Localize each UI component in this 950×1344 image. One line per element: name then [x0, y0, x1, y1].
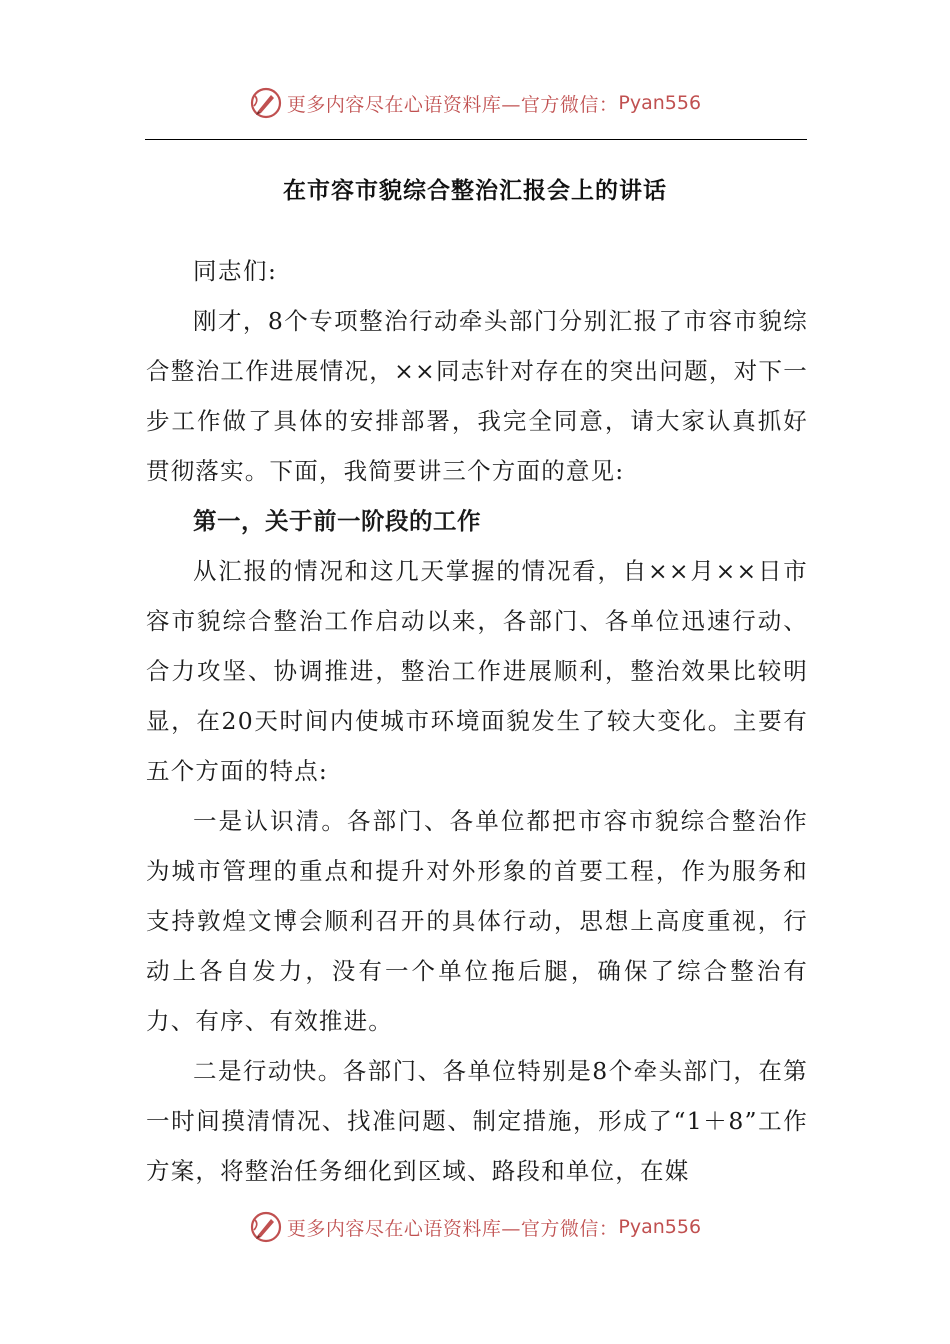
- banner-text: 更多内容尽在心语资料库—官方微信：: [286, 93, 619, 116]
- section-heading: 第一，关于前一阶段的工作: [193, 507, 481, 535]
- wechat-handle: Pyan556: [618, 1216, 702, 1238]
- paragraph: 一是认识清。各部门、各单位都把市容市貌综合整治作为城市管理的重点和提升对外形象的首要工程，作为服务和支持敦煌文博会顺利召开的具体行动，思想上高度重视，行动上各自发力，没有一个单位拖后腿，确保了综合整治有力、有序、有效推进。: [146, 807, 808, 1035]
- document-title: 在市容市貌综合整治汇报会上的讲话: [283, 178, 667, 204]
- wechat-handle: Pyan556: [618, 92, 702, 114]
- header-rule: [145, 139, 807, 140]
- paragraph: 从汇报的情况和这几天掌握的情况看，自××月××日市容市貌综合整治工作启动以来，各部门、各单位迅速行动、合力攻坚、协调推进，整治工作进展顺利，整治效果比较明显，在20天时间内使城市环境面貌发生了较大变化。主要有五个方面的特点:: [146, 557, 808, 785]
- banner-text: 更多内容尽在心语资料库—官方微信：: [286, 1217, 619, 1240]
- document-body: [146, 246, 808, 1196]
- header-banner: [0, 83, 950, 123]
- pen-logo-icon: [249, 1210, 283, 1244]
- paragraph: 二是行动快。各部门、各单位特别是8个牵头部门，在第一时间摸清情况、找准问题、制定措施，形成了“1＋8”工作方案，将整治任务细化到区域、路段和单位，在媒: [146, 1057, 808, 1185]
- greeting: 同志们:: [193, 257, 278, 285]
- footer-banner: [0, 1207, 950, 1247]
- pen-logo-icon: [249, 86, 283, 120]
- paragraph: 刚才，8个专项整治行动牵头部门分别汇报了市容市貌综合整治工作进展情况，××同志针对存在的突出问题，对下一步工作做了具体的安排部署，我完全同意，请大家认真抓好贯彻落实。下面，我简要讲三个方面的意见:: [146, 307, 808, 485]
